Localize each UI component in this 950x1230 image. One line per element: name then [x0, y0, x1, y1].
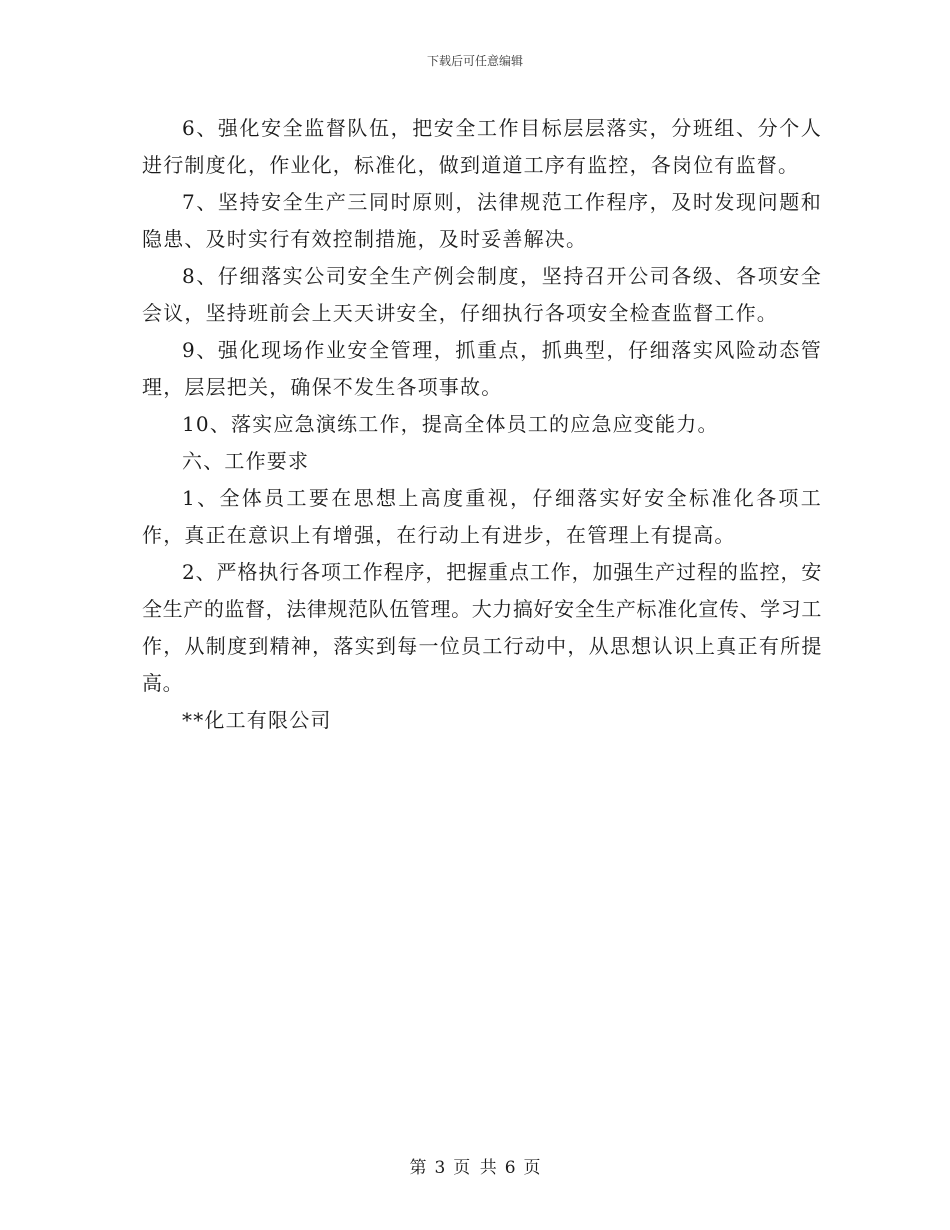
requirement-item-2: 2、严格执行各项工作程序，把握重点工作，加强生产过程的监控，安全生产的监督，法律规范队伍管理。大力搞好安全生产标准化宣传、学习工作，从制度到精神，落实到每一位员工行动中，从思想认识上真正有所提高。	[142, 560, 822, 695]
paragraph-item-7: 7、坚持安全生产三同时原则，法律规范工作程序，及时发现问题和隐患、及时实行有效控制措施，及时妥善解决。	[142, 190, 822, 251]
paragraph-item-10: 10、落实应急演练工作，提高全体员工的应急应变能力。	[182, 412, 719, 436]
document-body	[142, 110, 822, 739]
footer-current-page: 3	[434, 1158, 446, 1178]
paragraph-item-9: 9、强化现场作业安全管理，抓重点，抓典型，仔细落实风险动态管理，层层把关，确保不发生各项事故。	[142, 338, 822, 399]
footer-suffix: 页	[523, 1158, 541, 1178]
section-heading-work-requirements: 六、工作要求	[182, 449, 310, 473]
footer-prefix: 第	[409, 1158, 427, 1178]
paragraph-item-6: 6、强化安全监督队伍，把安全工作目标层层落实，分班组、分个人进行制度化，作业化，标准化，做到道道工序有监控，各岗位有监督。	[142, 116, 822, 177]
requirement-item-1: 1、全体员工要在思想上高度重视，仔细落实好安全标准化各项工作，真正在意识上有增强，在行动上有进步，在管理上有提高。	[142, 486, 822, 547]
page-number-footer	[0, 1153, 950, 1178]
paragraph-item-8: 8、仔细落实公司安全生产例会制度，坚持召开公司各级、各项安全会议，坚持班前会上天天讲安全，仔细执行各项安全检查监督工作。	[142, 264, 822, 325]
page-header-note: 下载后可任意编辑	[426, 54, 523, 68]
company-signature: **化工有限公司	[182, 708, 332, 732]
footer-middle: 页 共	[453, 1158, 497, 1178]
footer-total-pages: 6	[504, 1158, 516, 1178]
